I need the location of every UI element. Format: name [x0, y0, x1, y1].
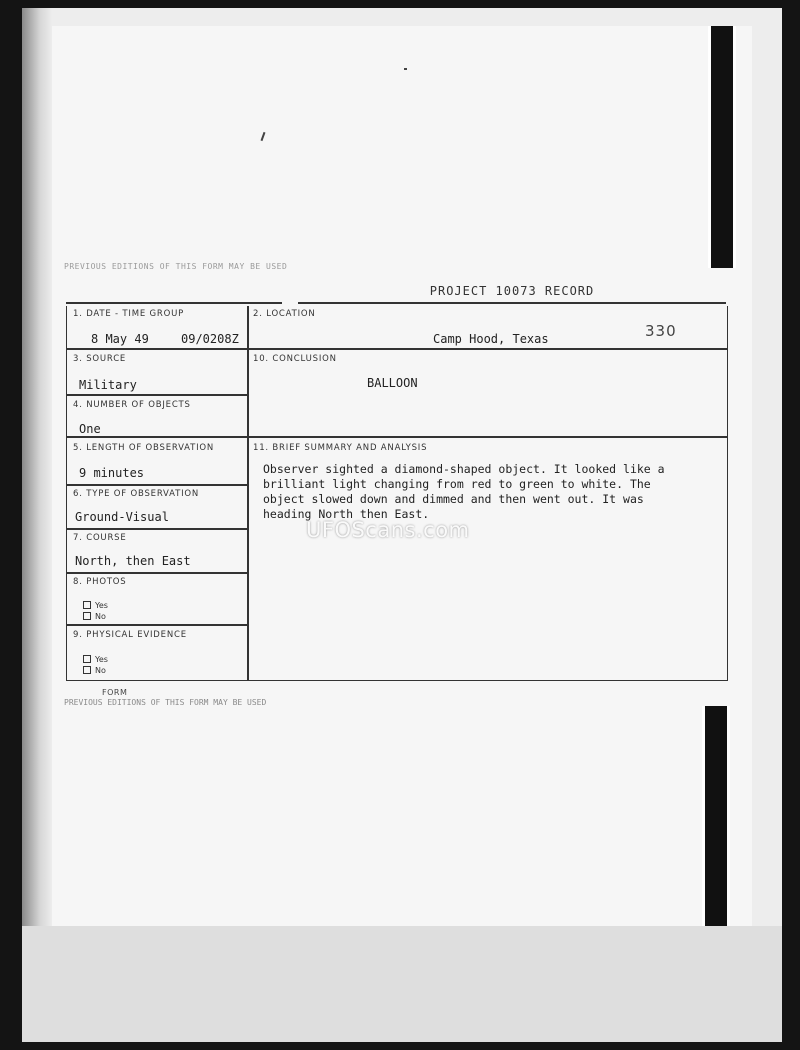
row-divider [248, 436, 727, 438]
location-label: 2. LOCATION [253, 309, 316, 319]
project-title: PROJECT 10073 RECORD [429, 284, 595, 298]
row-divider [67, 394, 247, 396]
scan-speck [404, 68, 407, 70]
time-value: 09/0208Z [181, 332, 239, 346]
binder-clip-top [708, 26, 736, 268]
type-of-observation-label: 6. TYPE OF OBSERVATION [73, 489, 200, 499]
row-divider [67, 624, 247, 626]
physical-no-label: No [95, 666, 106, 675]
number-of-objects-value: One [79, 422, 101, 436]
watermark: UFOScans.com [306, 518, 470, 542]
summary-label: 11. BRIEF SUMMARY AND ANALYSIS [253, 443, 428, 453]
row-divider [67, 572, 247, 574]
row-divider [67, 528, 247, 530]
course-value: North, then East [75, 554, 191, 568]
checkbox-icon [83, 655, 91, 663]
row-divider [67, 348, 247, 350]
checkbox-icon [83, 612, 91, 620]
conclusion-value: BALLOON [367, 376, 418, 390]
footer-form-label: FORM [102, 688, 128, 697]
date-time-label: 1. DATE - TIME GROUP [73, 309, 185, 319]
number-of-objects-label: 4. NUMBER OF OBJECTS [73, 400, 191, 410]
record-form [66, 306, 728, 681]
photos-yes-option [83, 601, 108, 610]
header-rule-left [66, 302, 282, 304]
source-value: Military [79, 378, 137, 392]
photos-label: 8. PHOTOS [73, 577, 127, 587]
conclusion-label: 10. CONCLUSION [253, 354, 337, 364]
location-value: Camp Hood, Texas [433, 332, 549, 346]
photos-yes-label: Yes [95, 601, 108, 610]
row-divider [67, 484, 247, 486]
checkbox-icon [83, 666, 91, 674]
length-value: 9 minutes [79, 466, 145, 480]
physical-no-option [83, 666, 106, 675]
length-label: 5. LENGTH OF OBSERVATION [73, 443, 215, 453]
lower-paper-strip [22, 926, 782, 1042]
physical-yes-option [83, 655, 108, 664]
column-divider [247, 306, 249, 680]
faint-header-text: PREVIOUS EDITIONS OF THIS FORM MAY BE USED [64, 262, 288, 271]
source-label: 3. SOURCE [73, 354, 127, 364]
date-value: 8 May 49 [91, 332, 149, 346]
summary-text: Observer sighted a diamond-shaped object. It looked like a brilliant light changing from red to green to white. The object slowed down and dimmed and then went out. It was heading North then East. [263, 462, 665, 521]
binder-clip-bottom [702, 706, 730, 926]
row-divider [248, 348, 727, 350]
footer-form-line: PREVIOUS EDITIONS OF THIS FORM MAY BE USED [64, 698, 267, 707]
header-rule-right [298, 302, 726, 304]
type-of-observation-value: Ground-Visual [75, 510, 169, 524]
checkbox-icon [83, 601, 91, 609]
handwritten-number: 330 [645, 322, 677, 340]
photos-no-label: No [95, 612, 106, 621]
physical-yes-label: Yes [95, 655, 108, 664]
paper-shadow [22, 8, 52, 1042]
row-divider [67, 436, 247, 438]
physical-evidence-label: 9. PHYSICAL EVIDENCE [73, 630, 187, 640]
photos-no-option [83, 612, 106, 621]
course-label: 7. COURSE [73, 533, 127, 543]
